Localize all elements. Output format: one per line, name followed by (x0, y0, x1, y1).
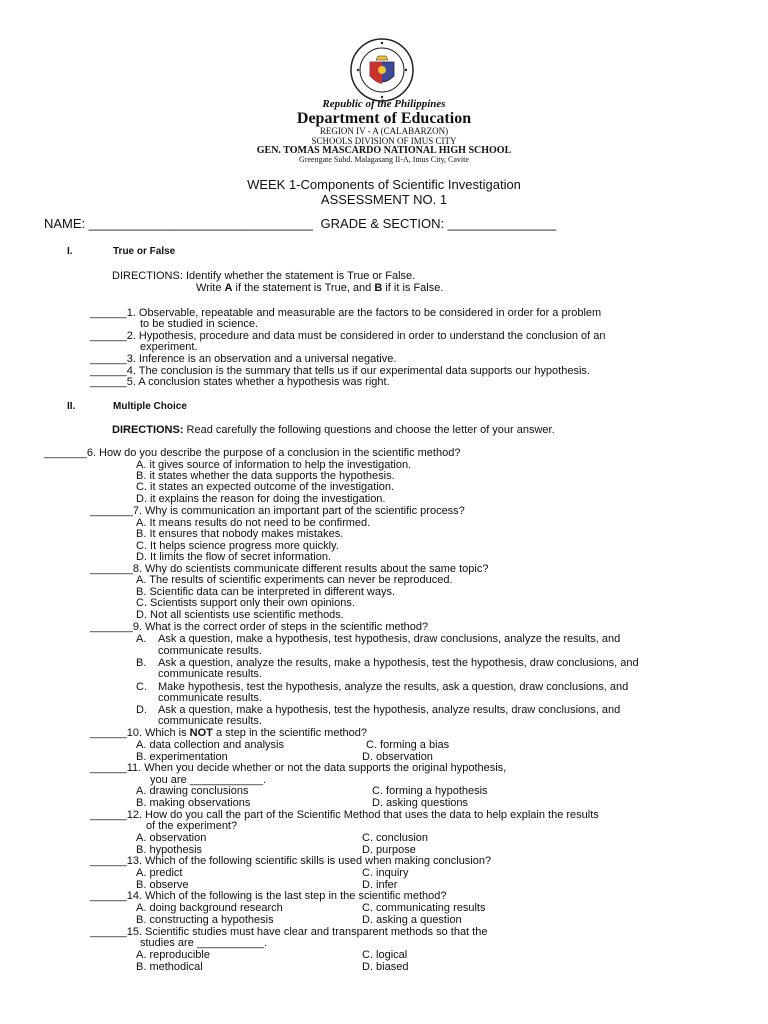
choice-14c: C. communicating results (362, 902, 486, 914)
choice-10c: C. forming a bias (366, 739, 450, 751)
question-6: _______6. How do you describe the purpose of a conclusion in the scientific method? (44, 447, 461, 459)
tf-item-1: ______1. Observable, repeatable and measurable are the factors to be considered in order for a problem (90, 307, 602, 319)
choice-7b: B. It ensures that nobody makes mistakes. (136, 528, 344, 540)
choice-6c: C. it states an expected outcome of the investigation. (136, 481, 395, 493)
choice-13d: D. infer (362, 879, 398, 891)
choice-15a: A. reproducible (136, 949, 210, 961)
choice-14a: A. doing background research (136, 902, 283, 914)
republic-line: Republic of the Philippines (322, 98, 446, 110)
tf-item-2-cont: experiment. (140, 341, 198, 353)
choice-9c-cont: communicate results. (158, 692, 262, 704)
choice-9a-letter: A. (136, 633, 147, 645)
question-13: ______13. Which of the following scientific skills is used when making conclusion? (90, 855, 492, 867)
choice-9b-letter: B. (136, 657, 147, 669)
choice-14b: B. constructing a hypothesis (136, 914, 274, 926)
deped-seal-logo (350, 38, 414, 102)
question-10-text: a step in the scientific method? (212, 727, 367, 739)
tf-item-3: ______3. Inference is an observation and a universal negative. (90, 353, 397, 365)
choice-6b: B. it states whether the data supports the hypothesis. (136, 470, 395, 482)
question-15-cont: studies are ___________. (140, 937, 268, 949)
choice-6d: D. it explains the reason for doing the investigation. (136, 493, 386, 505)
choice-11d: D. asking questions (372, 797, 468, 809)
choice-8c: C. Scientists support only their own opinions. (136, 597, 355, 609)
choice-12c: C. conclusion (362, 832, 429, 844)
choice-9b-cont: communicate results. (158, 668, 262, 680)
region-line: REGION IV - A (CALABARZON) (319, 126, 449, 136)
question-11-cont: you are ____________. (150, 774, 267, 786)
tf-item-4: ______4. The conclusion is the summary that tells us if our experimental data supports our hypothesis. (90, 365, 590, 377)
question-7: _______7. Why is communication an important part of the scientific process? (90, 505, 465, 517)
directions-text: Read carefully the following questions and choose the letter of your answer. (183, 424, 555, 436)
choice-9a: Ask a question, make a hypothesis, test hypothesis, draw conclusions, analyze the results, and (158, 633, 621, 645)
choice-12a: A. observation (136, 832, 207, 844)
section1-title: True or False (113, 246, 176, 257)
tf-item-2: ______2. Hypothesis, procedure and data must be considered in order to understand the conclusion of an (90, 330, 606, 342)
choice-7a: A. It means results do not need to be confirmed. (136, 517, 371, 529)
choice-9c: Make hypothesis, test the hypothesis, analyze the results, ask a question, draw conclusions, and (158, 681, 629, 693)
choice-7c: C. It helps science progress more quickly. (136, 540, 339, 552)
section2-directions (112, 424, 555, 436)
section1-directions-second-line (196, 282, 443, 294)
section1-number: I. (67, 246, 73, 257)
choice-9a-cont: communicate results. (158, 645, 262, 657)
choice-12b: B. hypothesis (136, 844, 203, 856)
division-line: SCHOOLS DIVISION OF IMUS CITY (311, 136, 457, 146)
directions-letter-a: A (224, 282, 233, 294)
tf-item-5: ______5. A conclusion states whether a hypothesis was right. (90, 376, 390, 388)
directions-letter-b: B (374, 282, 383, 294)
choice-10b: B. experimentation (136, 751, 228, 763)
choice-8d: D. Not all scientists use scientific methods. (136, 609, 344, 621)
question-12: ______12. How do you call the part of the Scientific Method that uses the data to help explain the results (90, 809, 599, 821)
question-10-not: NOT (189, 727, 213, 739)
question-12-cont: of the experiment? (146, 820, 238, 832)
question-9: _______9. What is the correct order of steps in the scientific method? (90, 621, 429, 633)
choice-11a: A. drawing conclusions (136, 785, 249, 797)
section1-directions: DIRECTIONS: Identify whether the statement is True or False. (112, 270, 416, 282)
question-8: _______8. Why do scientists communicate different results about the same topic? (90, 563, 489, 575)
directions-text: if it is False. (382, 282, 444, 294)
choice-15d: D. biased (362, 961, 409, 973)
choice-14d: D. asking a question (362, 914, 462, 926)
choice-12d: D. purpose (362, 844, 416, 856)
choice-9d-cont: communicate results. (158, 715, 262, 727)
assessment-number-title: ASSESSMENT NO. 1 (320, 192, 448, 207)
choice-10d: D. observation (362, 751, 433, 763)
choice-9c-letter: C. (136, 681, 147, 693)
section2-number: II. (67, 401, 76, 412)
school-line: GEN. TOMAS MASCARDO NATIONAL HIGH SCHOOL (256, 145, 512, 156)
choice-13c: C. inquiry (362, 867, 409, 879)
directions-label: DIRECTIONS: (112, 424, 184, 436)
directions-text: if the statement is True, and (232, 282, 375, 294)
choice-9d-letter: D. (136, 704, 147, 716)
question-15: ______15. Scientific studies must have clear and transparent methods so that the (90, 926, 488, 938)
choice-15b: B. methodical (136, 961, 203, 973)
section2-title: Multiple Choice (113, 401, 187, 412)
choice-11b: B. making observations (136, 797, 251, 809)
name-field-label: NAME: _______________________________ (44, 216, 313, 231)
choice-6a: A. it gives source of information to help the investigation. (136, 459, 412, 471)
choice-9d: Ask a question, make a hypothesis, test the hypothesis, analyze results, draw conclusions, and (158, 704, 621, 716)
address-line: Greengate Subd. Malagasang II-A, Imus City, Cavite (299, 155, 469, 164)
choice-13b: B. observe (136, 879, 189, 891)
question-10-text: ______10. Which is (90, 727, 190, 739)
choice-7d: D. It limits the flow of secret information. (136, 551, 332, 563)
question-14: ______14. Which of the following is the last step in the scientific method? (90, 890, 447, 902)
choice-9b: Ask a question, analyze the results, make a hypothesis, test the hypothesis, draw conclusions, and (158, 657, 639, 669)
grade-section-field-label: GRADE & SECTION: _______________ (320, 216, 557, 231)
name-grade-row (44, 216, 556, 231)
question-11: ______11. When you decide whether or not the data supports the original hypothesis, (90, 762, 507, 774)
assessment-week-title: WEEK 1-Components of Scientific Investigation (247, 177, 521, 192)
choice-8a: A. The results of scientific experiments can never be reproduced. (136, 574, 453, 586)
tf-item-1-cont: to be studied in science. (140, 318, 259, 330)
choice-13a: A. predict (136, 867, 183, 879)
choice-10a: A. data collection and analysis (136, 739, 284, 751)
choice-8b: B. Scientific data can be interpreted in different ways. (136, 586, 396, 598)
directions-text: Write (196, 282, 225, 294)
choice-11c: C. forming a hypothesis (372, 785, 488, 797)
question-10 (90, 727, 367, 739)
department-line: Department of Education (296, 110, 472, 127)
choice-15c: C. logical (362, 949, 408, 961)
